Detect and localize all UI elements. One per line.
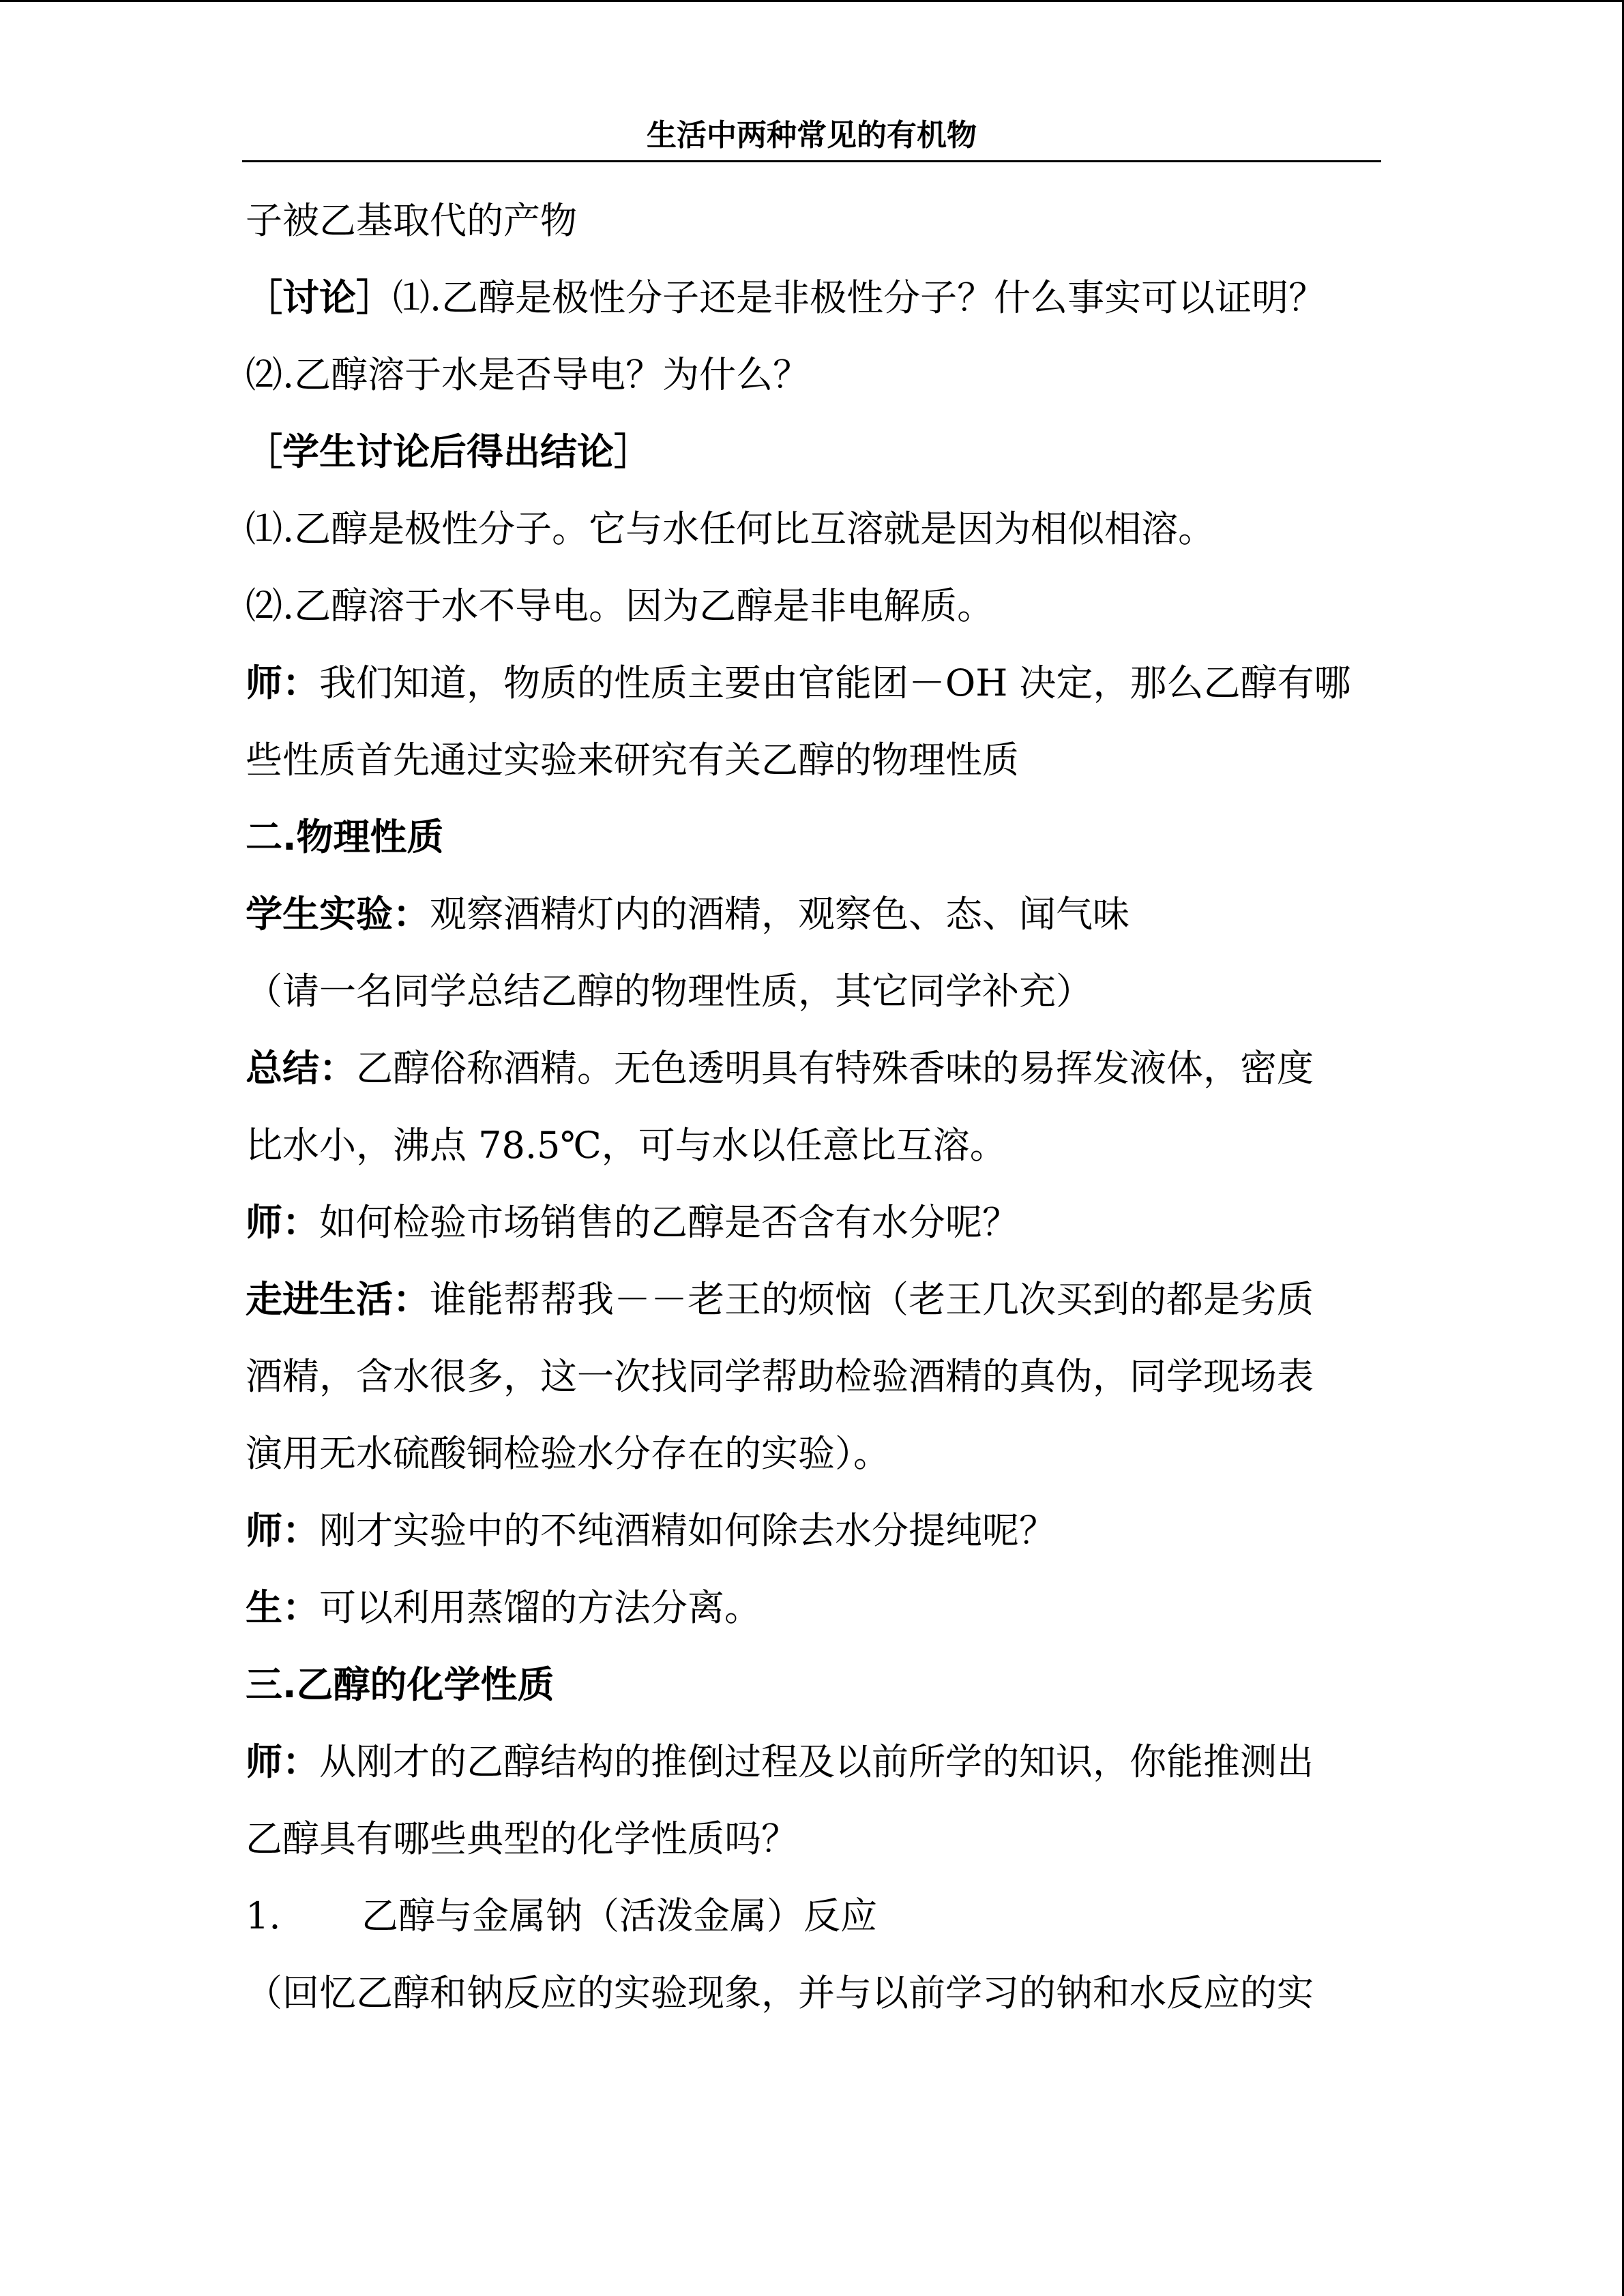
teacher-label: 师： (246, 1509, 319, 1552)
text-line (246, 413, 1371, 490)
line-text: 可以利用蒸馏的方法分离。 (319, 1586, 761, 1629)
line-text: 比水小，沸点 78.5℃，可与水以任意比互溶。 (246, 1124, 1007, 1167)
experiment-label: 学生实验： (246, 893, 430, 936)
line-text: ⑴.乙醇是极性分子。它与水任何比互溶就是因为相似相溶。 (246, 507, 1215, 550)
discussion-label: ［讨论］ (246, 276, 393, 319)
text-line (246, 1800, 1371, 1877)
text-line (246, 1646, 1371, 1723)
text-line (246, 490, 1371, 567)
text-line (246, 721, 1371, 799)
line-text: 从刚才的乙醇结构的推倒过程及以前所学的知识，你能推测出 (319, 1740, 1314, 1783)
conclusion-label: ［学生讨论后得出结论］ (246, 430, 651, 473)
text-line (246, 1338, 1371, 1415)
text-line (246, 1569, 1371, 1646)
line-text: ⑵.乙醇溶于水不导电。因为乙醇是非电解质。 (246, 584, 994, 627)
teacher-label: 师： (246, 1201, 319, 1244)
list-number: 1. (246, 1894, 281, 1937)
text-line (246, 953, 1371, 1030)
teacher-label: 师： (246, 661, 319, 704)
header-divider (242, 160, 1381, 162)
text-line (246, 1184, 1371, 1261)
line-text: （请一名同学总结乙醇的物理性质，其它同学补充） (246, 970, 1093, 1013)
line-text: 如何检验市场销售的乙醇是否含有水分呢？ (319, 1201, 1019, 1244)
teacher-label: 师： (246, 1740, 319, 1783)
line-text: 谁能帮帮我－－老王的烦恼（老王几次买到的都是劣质 (430, 1278, 1314, 1321)
page-header-title: 生活中两种常见的有机物 (647, 118, 977, 153)
student-label: 生： (246, 1586, 319, 1629)
line-text: 乙醇具有哪些典型的化学性质吗？ (246, 1817, 798, 1860)
line-text: ⑵.乙醇溶于水是否导电？为什么？ (246, 353, 810, 396)
line-text: 酒精，含水很多，这一次找同学帮助检验酒精的真伪，同学现场表 (246, 1355, 1314, 1398)
line-text: 乙醇与金属钠（活泼金属）反应 (361, 1894, 877, 1937)
text-line (246, 336, 1371, 413)
line-text: 刚才实验中的不纯酒精如何除去水分提纯呢？ (319, 1509, 1056, 1552)
line-text: 演用无水硫酸铜检验水分存在的实验）。 (246, 1432, 890, 1475)
text-line (246, 1261, 1371, 1338)
line-text: （回忆乙醇和钠反应的实验现象，并与以前学习的钠和水反应的实 (246, 1971, 1314, 2014)
text-line (246, 1415, 1371, 1492)
line-text: 观察酒精灯内的酒精，观察色、态、闻气味 (430, 893, 1130, 936)
text-line (246, 876, 1371, 953)
text-line (246, 1492, 1371, 1569)
page-border-top (0, 0, 1624, 2)
line-text: 子被乙基取代的产物 (246, 199, 577, 242)
text-line (246, 799, 1371, 876)
section-heading: 二.物理性质 (246, 816, 444, 859)
text-line (246, 1107, 1371, 1184)
life-label: 走进生活： (246, 1278, 430, 1321)
text-line (246, 1030, 1371, 1107)
document-body (246, 182, 1371, 2031)
line-text: 乙醇俗称酒精。无色透明具有特殊香味的易挥发液体，密度 (356, 1047, 1314, 1090)
line-text: ⑴.乙醇是极性分子还是非极性分子？什么事实可以证明？ (393, 276, 1326, 319)
summary-label: 总结： (246, 1047, 356, 1090)
line-text: 我们知道，物质的性质主要由官能团－OH 决定，那么乙醇有哪 (319, 661, 1351, 704)
text-line (246, 1723, 1371, 1800)
text-line (246, 259, 1371, 336)
section-heading: 三.乙醇的化学性质 (246, 1663, 555, 1706)
text-line (246, 567, 1371, 644)
text-line (246, 1954, 1371, 2031)
text-line (246, 644, 1371, 721)
line-text: 些性质首先通过实验来研究有关乙醇的物理性质 (246, 739, 1019, 781)
text-line (246, 182, 1371, 259)
text-line (246, 1877, 1371, 1954)
